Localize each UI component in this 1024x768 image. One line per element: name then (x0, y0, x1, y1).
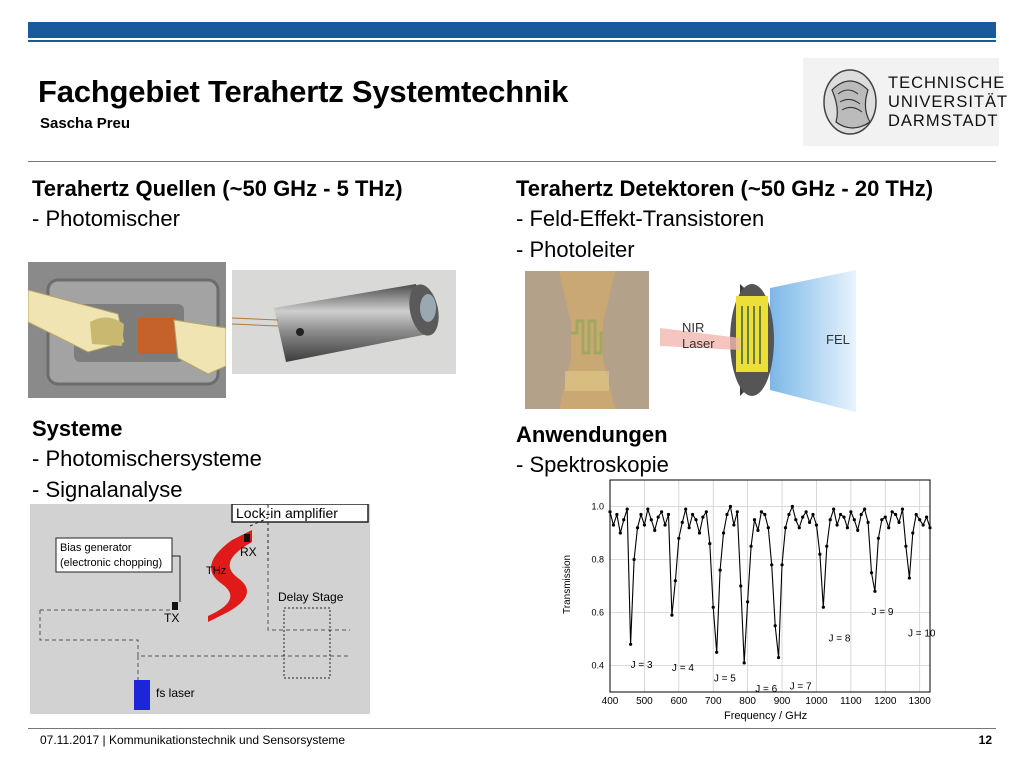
logo-line-1: TECHNISCHE (888, 74, 1006, 92)
data-point (698, 531, 701, 534)
data-point (805, 510, 808, 513)
annotation-label: J = 6 (755, 684, 778, 695)
data-point (736, 510, 739, 513)
photomixer-package-image (232, 270, 456, 374)
data-point (915, 513, 918, 516)
data-point (774, 624, 777, 627)
data-point (849, 510, 852, 513)
y-axis-label: Transmission (562, 554, 573, 614)
data-point (739, 584, 742, 587)
data-point (650, 518, 653, 521)
delay-stage-label: Delay Stage (278, 590, 344, 604)
data-point (732, 523, 735, 526)
data-point (746, 600, 749, 603)
x-tick-label: 800 (739, 696, 756, 707)
data-point (677, 537, 680, 540)
annotation-label: J = 7 (789, 681, 812, 693)
data-point (639, 513, 642, 516)
logo-line-3: DARMSTADT (888, 112, 999, 130)
nir-label-line-2: Laser (682, 336, 715, 351)
annotation-label: J = 3 (630, 660, 653, 672)
data-point (904, 545, 907, 548)
data-point (784, 526, 787, 529)
chart-ticks (591, 502, 931, 708)
data-point (822, 606, 825, 609)
data-point (835, 523, 838, 526)
fel-label: FEL (826, 332, 850, 347)
data-point (753, 518, 756, 521)
data-point (719, 569, 722, 572)
data-point (832, 508, 835, 511)
data-point (629, 643, 632, 646)
athena-head-icon (818, 64, 882, 140)
detectors-item-1: - Feld-Effekt-Transistoren (516, 206, 765, 231)
data-point (660, 510, 663, 513)
data-point (811, 513, 814, 516)
chart-annotations (631, 607, 936, 695)
data-point (688, 526, 691, 529)
footer-text: 07.11.2017 | Kommunikationstechnik und Sensorsysteme (40, 733, 346, 747)
spectroscopy-chart (548, 474, 940, 724)
y-tick-label: 0.4 (591, 660, 604, 671)
data-point (918, 518, 921, 521)
data-point (729, 505, 732, 508)
x-tick-label: 1300 (908, 696, 931, 707)
x-tick-label: 1000 (805, 696, 828, 707)
data-point (725, 513, 728, 516)
data-point (626, 508, 629, 511)
chart-frame (610, 480, 930, 692)
data-point (856, 529, 859, 532)
data-point (756, 529, 759, 532)
detector-diagram (660, 266, 860, 414)
data-point (636, 526, 639, 529)
detectors-item-2: - Photoleiter (516, 237, 635, 262)
data-point (870, 571, 873, 574)
data-point (674, 579, 677, 582)
data-point (663, 523, 666, 526)
y-tick-label: 1.0 (591, 501, 604, 512)
data-point (694, 518, 697, 521)
detectors-heading: Terahertz Detektoren (~50 GHz - 20 THz) (516, 176, 934, 201)
data-point (632, 558, 635, 561)
data-point (853, 518, 856, 521)
data-point (684, 508, 687, 511)
header-divider (28, 161, 996, 162)
transistor-micrograph-image (525, 271, 649, 409)
data-point (877, 537, 880, 540)
data-point (615, 513, 618, 516)
data-point (794, 518, 797, 521)
data-point (619, 531, 622, 534)
data-point (787, 513, 790, 516)
data-point (891, 510, 894, 513)
data-point (701, 516, 704, 519)
data-point (722, 531, 725, 534)
data-point (767, 526, 770, 529)
data-point (667, 513, 670, 516)
data-point (798, 526, 801, 529)
data-point (825, 545, 828, 548)
fs-laser-label: fs laser (156, 686, 195, 700)
data-point (670, 614, 673, 617)
data-point (887, 526, 890, 529)
page-number: 12 (978, 733, 992, 747)
data-point (873, 590, 876, 593)
sources-heading: Terahertz Quellen (~50 GHz - 5 THz) (32, 176, 403, 201)
data-point (777, 656, 780, 659)
data-point (863, 508, 866, 511)
header-bar (28, 22, 996, 38)
x-axis-label: Frequency / GHz (724, 710, 808, 722)
data-point (653, 529, 656, 532)
header-bar-line (28, 40, 996, 42)
chart-grid (610, 480, 930, 692)
systems-item-1: - Photomischersysteme (32, 446, 262, 471)
y-tick-label: 0.8 (591, 554, 604, 565)
data-point (808, 521, 811, 524)
x-tick-label: 500 (636, 696, 653, 707)
applications-heading: Anwendungen (516, 422, 668, 447)
transmission-series-points (608, 505, 931, 665)
annotation-label: J = 10 (907, 628, 936, 640)
x-tick-label: 700 (704, 696, 722, 707)
rx-label: RX (240, 545, 257, 559)
data-point (911, 531, 914, 534)
nir-label-line-1: NIR (682, 320, 705, 335)
data-point (643, 523, 646, 526)
x-tick-label: 1200 (874, 696, 897, 707)
data-point (829, 518, 832, 521)
data-point (780, 563, 783, 566)
photomixer-sem-image (28, 262, 226, 398)
x-tick-label: 900 (773, 696, 791, 707)
data-point (897, 521, 900, 524)
data-point (815, 523, 818, 526)
lockin-label: Lock-in amplifier (236, 505, 338, 521)
x-tick-label: 1100 (840, 696, 862, 707)
systems-heading: Systeme (32, 416, 123, 441)
annotation-label: J = 5 (713, 673, 736, 685)
page-title: Fachgebiet Terahertz Systemtechnik (38, 74, 569, 109)
data-point (743, 661, 746, 664)
data-point (763, 513, 766, 516)
data-point (818, 553, 821, 556)
data-point (908, 576, 911, 579)
y-tick-label: 0.6 (591, 607, 604, 618)
data-point (842, 516, 845, 519)
data-point (925, 516, 928, 519)
bias-label-2: (electronic chopping) (60, 557, 163, 569)
annotation-label: J = 9 (871, 607, 894, 619)
data-point (894, 513, 897, 516)
data-point (846, 526, 849, 529)
data-point (866, 521, 869, 524)
data-point (922, 523, 925, 526)
tx-label: TX (164, 611, 180, 625)
data-point (622, 518, 625, 521)
system-diagram (30, 504, 370, 714)
sources-item: - Photomischer (32, 206, 180, 231)
data-point (839, 513, 842, 516)
data-point (749, 545, 752, 548)
footer-divider (28, 728, 996, 729)
thz-label: THz (206, 565, 227, 577)
data-point (901, 508, 904, 511)
data-point (860, 513, 863, 516)
data-point (691, 513, 694, 516)
data-point (708, 542, 711, 545)
logo-text (888, 74, 1008, 131)
data-point (884, 516, 887, 519)
data-point (612, 523, 615, 526)
data-point (657, 516, 660, 519)
data-point (646, 508, 649, 511)
applications-item: - Spektroskopie (516, 452, 669, 477)
annotation-label: J = 8 (828, 633, 851, 645)
data-point (712, 606, 715, 609)
data-point (681, 521, 684, 524)
data-point (801, 516, 804, 519)
transmission-series-line (610, 507, 930, 663)
page-subtitle: Sascha Preu (40, 115, 131, 132)
data-point (880, 518, 883, 521)
data-point (791, 505, 794, 508)
data-point (608, 510, 611, 513)
annotation-label: J = 4 (671, 662, 694, 674)
data-point (760, 510, 763, 513)
data-point (928, 526, 931, 529)
bias-label-1: Bias generator (60, 542, 132, 554)
data-point (705, 510, 708, 513)
x-tick-label: 400 (601, 696, 619, 707)
data-point (770, 563, 773, 566)
systems-item-2: - Signalanalyse (32, 477, 183, 502)
data-point (715, 651, 718, 654)
x-tick-label: 600 (670, 696, 688, 707)
logo-line-2: UNIVERSITÄT (888, 93, 1009, 111)
